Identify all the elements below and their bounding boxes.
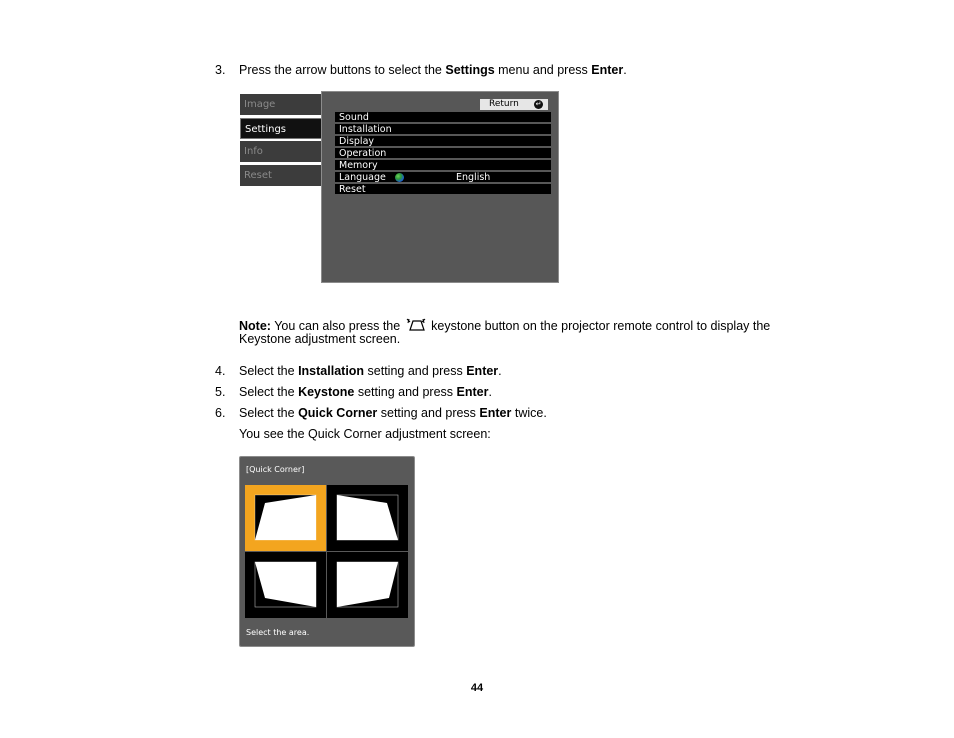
step-text: Select the: [239, 385, 299, 399]
step-text: Select the: [239, 364, 299, 378]
quick-corner-title: [Quick Corner]: [246, 465, 305, 474]
corner-preview-icon: [245, 485, 326, 551]
step-bold: Installation: [298, 364, 365, 378]
result-text: You see the Quick Corner adjustment screen:: [239, 427, 491, 441]
step-text: Press the arrow buttons to select the: [239, 63, 446, 77]
step-text: setting and press: [364, 364, 467, 378]
quick-corner-bottom-right: [327, 552, 408, 618]
step-4: [0, 364, 502, 379]
menu-item-label: Memory: [339, 160, 378, 171]
menu-item-label: Installation: [339, 124, 392, 135]
quick-corner-top-right: [327, 485, 408, 551]
quick-corner-top-left: [245, 485, 326, 551]
menu-item-installation: [335, 124, 551, 135]
return-icon: ↵: [535, 100, 542, 108]
return-label: Return: [489, 99, 519, 109]
step-bold: Enter: [466, 364, 499, 378]
note-label: Note:: [239, 319, 271, 333]
quick-corner-footer: Select the area.: [246, 628, 310, 637]
page-number: 44: [470, 682, 484, 694]
step-3: [0, 63, 627, 78]
tab-reset: Reset: [240, 165, 326, 186]
quick-corner-screenshot: [239, 456, 415, 647]
menu-item-label: Display: [339, 136, 375, 147]
return-button: [480, 99, 548, 110]
note-text: keystone button on the projector remote control to display the: [427, 319, 771, 333]
settings-menu-screenshot: [240, 91, 560, 284]
menu-item-memory: [335, 160, 551, 171]
step-bold: Quick Corner: [298, 406, 378, 420]
menu-item-display: [335, 136, 551, 147]
step-text: Select the: [239, 406, 299, 420]
step-text: twice.: [511, 406, 547, 420]
step-bold: Enter: [479, 406, 512, 420]
step-bold: Keystone: [298, 385, 355, 399]
menu-item-label: Reset: [339, 184, 366, 195]
step-number: 6.: [215, 406, 226, 420]
corner-preview-icon: [327, 552, 408, 618]
step-text: setting and press: [377, 406, 480, 420]
menu-item-label: Sound: [339, 112, 369, 123]
note-line-2: Keystone adjustment screen.: [239, 332, 401, 346]
language-value: English: [456, 172, 491, 183]
step-text: menu and press: [494, 63, 592, 77]
menu-item-language: [335, 172, 551, 183]
menu-item-label: Operation: [339, 148, 387, 159]
tab-image: Image: [240, 94, 326, 115]
step-number: 4.: [215, 364, 226, 378]
corner-preview-icon: [327, 485, 408, 551]
step-text: .: [498, 364, 502, 378]
note-text: You can also press the: [270, 319, 404, 333]
tab-info: Info: [240, 141, 326, 162]
step-bold: Settings: [445, 63, 495, 77]
quick-corner-bottom-left: [245, 552, 326, 618]
step-bold: Enter: [456, 385, 489, 399]
step-text: .: [488, 385, 492, 399]
menu-item-reset: [335, 184, 551, 195]
step-number: 5.: [215, 385, 226, 399]
step-bold: Enter: [591, 63, 624, 77]
step-6: [0, 406, 547, 421]
step-5: [0, 385, 492, 400]
keystone-icon: [406, 318, 426, 332]
step-text: setting and press: [354, 385, 457, 399]
menu-panel: [321, 91, 559, 283]
step-text: .: [623, 63, 627, 77]
tab-settings: Settings: [240, 118, 328, 139]
step-number: 3.: [215, 63, 226, 77]
menu-item-sound: [335, 112, 551, 123]
globe-icon: [395, 173, 404, 182]
corner-preview-icon: [245, 552, 326, 618]
menu-item-operation: [335, 148, 551, 159]
menu-item-label: Language: [339, 172, 386, 183]
